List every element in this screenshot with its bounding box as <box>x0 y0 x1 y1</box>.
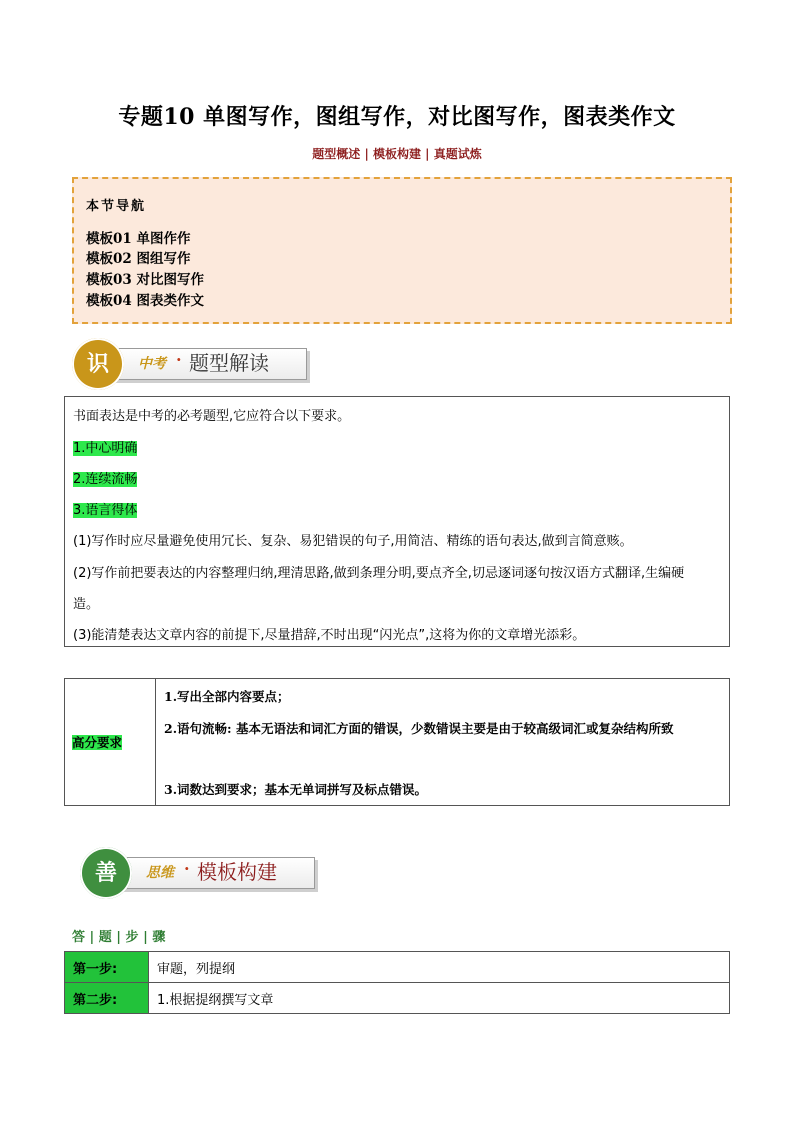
requirement-point-2: 2.连续流畅 <box>73 472 138 487</box>
score-requirements-table <box>64 678 730 806</box>
requirement-detail-1: (1)写作时应尽量避免使用冗长、复杂、易犯错误的句子,用简洁、精练的语句表达,做到言简意赅。 <box>73 534 633 549</box>
section-navigation-box <box>72 177 732 324</box>
requirement-detail-3: (3)能清楚表达文章内容的前提下,尽量措辞,不时出现“闪光点”,这将为你的文章增光添彩。 <box>73 628 586 643</box>
requirement-point-3: 3.语言得体 <box>73 503 138 518</box>
nav-item-template-04[interactable]: 模板04 图表类作文 <box>86 293 204 309</box>
section-banner-analysis <box>72 338 312 392</box>
table-row <box>65 952 730 983</box>
nav-item-template-02[interactable]: 模板02 图组写作 <box>86 251 191 267</box>
banner-title: 题型解读 <box>189 351 269 375</box>
step-2-content: 1.根据提纲撰写文章 <box>149 983 730 1014</box>
step-1-content: 审题，列提纲 <box>149 952 730 983</box>
score-item-2: 2.语句流畅: 基本无语法和词汇方面的错误，少数错误主要是由于较高级词汇或复杂结构所致 <box>164 721 674 736</box>
banner-dot: · <box>176 350 182 369</box>
requirements-box <box>64 396 730 647</box>
score-item-3: 3.词数达到要求；基本无单词拼写及标点错误。 <box>164 782 428 797</box>
requirements-intro: 书面表达是中考的必考题型,它应符合以下要求。 <box>73 409 351 424</box>
step-1-label: 第一步: <box>65 952 149 983</box>
badge-icon: 善 <box>80 847 132 899</box>
step-2-label: 第二步: <box>65 983 149 1014</box>
badge-icon: 识 <box>72 338 124 390</box>
banner-prefix: 思维 <box>146 865 174 881</box>
nav-item-template-03[interactable]: 模板03 对比图写作 <box>86 272 204 288</box>
score-item-1: 1.写出全部内容要点； <box>164 689 290 704</box>
page-subtitle: 题型概述 | 模板构建 | 真题试炼 <box>312 147 482 161</box>
page-title: 专题10 单图写作，图组写作，对比图写作，图表类作文 <box>118 104 676 130</box>
nav-item-template-01[interactable]: 模板01 单图作作 <box>86 231 191 247</box>
score-items-cell <box>156 679 730 806</box>
requirement-detail-2: (2)写作前把要表达的内容整理归纳,理清思路,做到条理分明,要点齐全,切忌逐词逐句按汉语方式翻译,生编硬 <box>73 566 685 581</box>
score-label: 高分要求 <box>72 735 123 750</box>
score-label-cell <box>65 679 156 806</box>
banner-dot: · <box>184 859 190 878</box>
answer-steps-table <box>64 951 730 1014</box>
navigation-heading: 本节导航 <box>86 199 147 214</box>
requirement-point-1: 1.中心明确 <box>73 441 138 456</box>
answer-steps-heading: 答 | 题 | 步 | 骤 <box>72 930 166 945</box>
requirement-detail-2-cont: 造。 <box>73 597 100 612</box>
banner-prefix: 中考 <box>138 356 166 372</box>
table-row <box>65 983 730 1014</box>
banner-title: 模板构建 <box>197 860 277 884</box>
section-banner-template <box>80 847 320 901</box>
